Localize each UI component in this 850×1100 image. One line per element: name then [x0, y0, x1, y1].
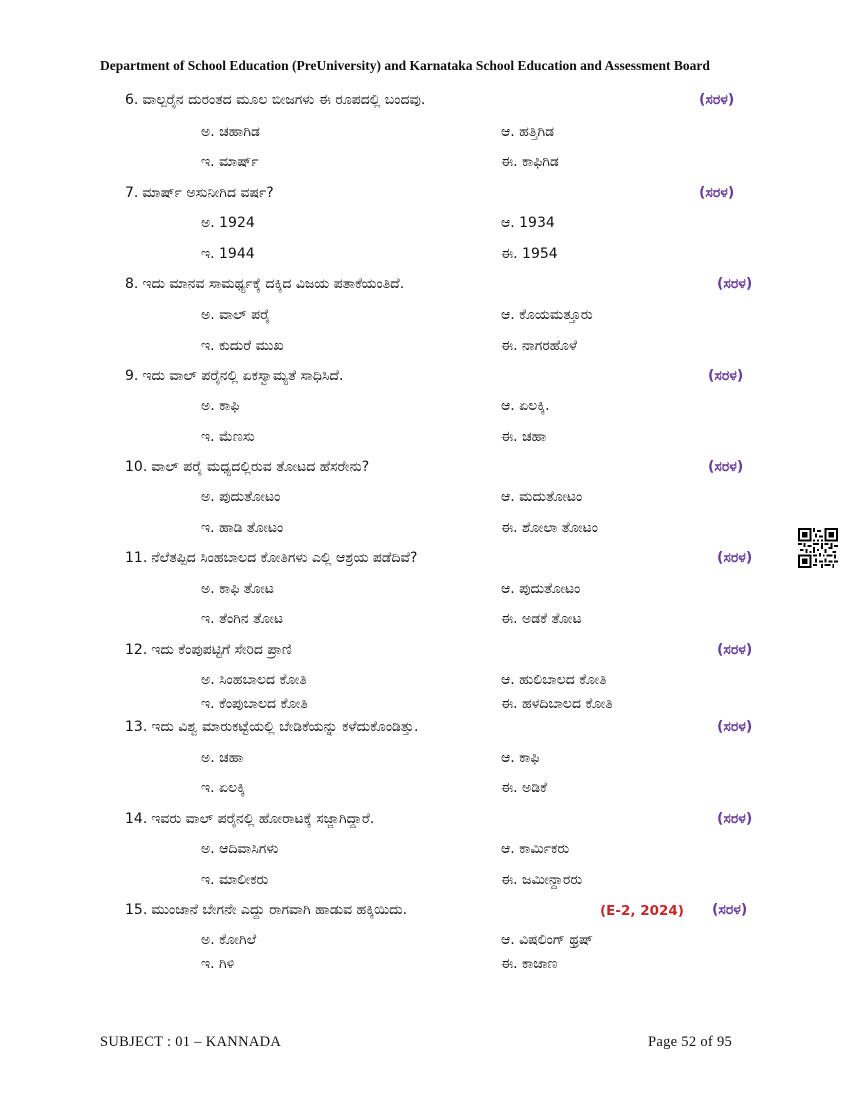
option-a: ಅ. ಕೋಗಿಲೆ: [201, 932, 257, 948]
question-number: 10.: [125, 459, 148, 475]
option-a: ಅ. ಆದಿವಾಸಿಗಳು: [201, 841, 279, 857]
question-text: ನೆಲೆತಪ್ಪಿದ ಸಿಂಹಬಾಲದ ಕೋತಿಗಳು ಎಲ್ಲಿ ಆಶ್ರಯ ಪಡೆದಿವೆ?: [151, 550, 418, 566]
option-b: ಆ. ಹುಲಿಬಾಲದ ಕೋತಿ: [501, 672, 607, 688]
question-number: 7.: [125, 185, 139, 201]
exam-reference: (E-2, 2024): [600, 903, 684, 919]
footer-subject: SUBJECT : 01 – KANNADA: [100, 1034, 282, 1050]
option-b: ಆ. 1934: [501, 215, 555, 231]
question-14: [125, 811, 374, 827]
page-header: Department of School Education (PreUniversity) and Karnataka School Education and Assessment Board: [100, 58, 710, 73]
option-d: ಈ. ಅಡಿಕೆ: [501, 780, 547, 796]
option-b: ಆ. ಕಾರ್ಮಿಕರು: [501, 841, 570, 857]
option-b: ಆ. ಹತ್ತಿಗಿಡ: [501, 124, 555, 140]
option-d: ಈ. ಹಳದಿಬಾಲದ ಕೋತಿ: [501, 696, 613, 712]
question-number: 9.: [125, 368, 139, 384]
question-text: ಇದು ಮಾನವ ಸಾಮರ್ಥ್ಯಕ್ಕೆ ದಕ್ಕಿದ ವಿಜಯ ಪತಾಕೆಯಂತಿದೆ.: [142, 276, 405, 292]
question-text: ಇದು ವಾಲ್ ಪರೈನಲ್ಲಿ ಏಕಸ್ವಾಮ್ಯತೆ ಸಾಧಿಸಿದೆ.: [142, 368, 344, 384]
question-text: ವಾಲ್ಪರೈನ ದುರಂತದ ಮೂಲ ಬೀಜಗಳು ಈ ರೂಪದಲ್ಲಿ ಬಂದವು.: [142, 92, 426, 108]
option-c: ಇ. ಕುದುರೆ ಮುಖ: [201, 338, 284, 354]
option-d: ಈ. ಚಹಾ: [501, 429, 547, 445]
question-text: ಇವರು ವಾಲ್ ಪರೈನಲ್ಲಿ ಹೋರಾಟಕ್ಕೆ ಸಜ್ಜಾಗಿದ್ದಾರೆ.: [151, 811, 375, 827]
option-c: ಇ. ತೆಂಗಿನ ತೋಟ: [201, 611, 284, 627]
option-d: ಈ. ಕಾಫಿಗಿಡ: [501, 154, 559, 170]
option-c: ಇ. 1944: [201, 246, 255, 262]
question-8: [125, 276, 404, 292]
question-12: [125, 642, 292, 658]
question-text: ಮುಂಜಾನೆ ಬೇಗನೇ ಎದ್ದು ರಾಗವಾಗಿ ಹಾಡುವ ಹಕ್ಕಿಯಿದು.: [151, 902, 408, 918]
option-a: ಅ. ಕಾಫಿ ತೋಟ: [201, 581, 274, 597]
option-c: ಇ. ಕೆಂಪುಬಾಲದ ಕೋತಿ: [201, 696, 308, 712]
question-number: 8.: [125, 276, 139, 292]
option-b: ಆ. ಕಾಫಿ: [501, 750, 540, 766]
question-9: [125, 368, 343, 384]
option-a: ಅ. ಚಹಾ: [201, 750, 244, 766]
qr-code-icon: [798, 528, 838, 568]
option-b: ಆ. ಪುದುತೋಟಂ: [501, 581, 581, 597]
question-7: [125, 185, 274, 201]
footer-page-number: Page 52 of 95: [648, 1034, 733, 1050]
difficulty-tag: (ಸರಳ): [717, 550, 753, 566]
difficulty-tag: (ಸರಳ): [717, 719, 753, 735]
difficulty-tag: (ಸರಳ): [717, 642, 753, 658]
question-number: 14.: [125, 811, 148, 827]
difficulty-tag: (ಸರಳ): [717, 276, 753, 292]
question-text: ಇದು ವಿಶ್ವ ಮಾರುಕಟ್ಟೆಯಲ್ಲಿ ಬೇಡಿಕೆಯನ್ನು ಕಳೆದುಕೊಂಡಿತ್ತು.: [151, 719, 419, 735]
option-d: ಈ. ನಾಗರಹೊಳೆ: [501, 338, 578, 354]
option-a: ಅ. ಕಾಫಿ: [201, 398, 240, 414]
option-d: ಈ. ಶೋಲಾ ತೋಟಂ: [501, 520, 599, 536]
question-13: [125, 719, 418, 735]
option-d: ಈ. ಕಾಜಾಣ: [501, 956, 558, 972]
option-a: ಅ. ಸಿಂಹಬಾಲದ ಕೋತಿ: [201, 672, 307, 688]
question-11: [125, 550, 417, 566]
option-b: ಆ. ಏಲಕ್ಕಿ.: [501, 398, 550, 414]
question-number: 15.: [125, 902, 148, 918]
option-a: ಅ. ಪುದುತೋಟಂ: [201, 489, 281, 505]
option-c: ಇ. ಹಾಡಿ ತೋಟಂ: [201, 520, 284, 536]
question-text: ಮಾರ್ಷ್ ಅಸುನೀಗಿದ ವರ್ಷ?: [142, 185, 274, 201]
question-10: [125, 459, 369, 475]
option-b: ಆ. ವಿಷಲಿಂಗ್ ಥ್ರಷ್: [501, 932, 594, 948]
difficulty-tag: (ಸರಳ): [712, 902, 748, 918]
option-c: ಇ. ಗಿಳಿ: [201, 956, 235, 972]
option-a: ಅ. 1924: [201, 215, 255, 231]
question-number: 11.: [125, 550, 148, 566]
option-a: ಅ. ಚಹಾಗಿಡ: [201, 124, 260, 140]
question-number: 6.: [125, 92, 139, 108]
question-text: ಇದು ಕೆಂಪುಪಟ್ಟಿಗೆ ಸೇರಿದ ಪ್ರಾಣಿ: [151, 642, 292, 658]
option-b: ಆ. ಮದುತೋಟಂ: [501, 489, 583, 505]
option-c: ಇ. ಮೆಣಸು: [201, 429, 255, 445]
difficulty-tag: (ಸರಳ): [708, 368, 744, 384]
option-d: ಈ. 1954: [501, 246, 558, 262]
option-a: ಅ. ವಾಲ್ ಪರೈ: [201, 307, 271, 323]
option-d: ಈ. ಜಮೀನ್ದಾರರು: [501, 872, 583, 888]
difficulty-tag: (ಸರಳ): [699, 92, 735, 108]
option-c: ಇ. ಏಲಕ್ಕಿ: [201, 780, 245, 796]
difficulty-tag: (ಸರಳ): [699, 185, 735, 201]
difficulty-tag: (ಸರಳ): [717, 811, 753, 827]
option-d: ಈ. ಅಡಕೆ ತೋಟ: [501, 611, 582, 627]
question-6: [125, 92, 425, 108]
option-c: ಇ. ಮಾಲೀಕರು: [201, 872, 269, 888]
option-b: ಆ. ಕೊಯಮತ್ತೂರು: [501, 307, 593, 323]
question-text: ವಾಲ್ ಪರೈ ಮಧ್ಯದಲ್ಲಿರುವ ತೋಟದ ಹೆಸರೇನು?: [151, 459, 370, 475]
option-c: ಇ. ಮಾರ್ಷ್: [201, 154, 259, 170]
difficulty-tag: (ಸರಳ): [708, 459, 744, 475]
question-15: [125, 902, 407, 918]
question-number: 12.: [125, 642, 148, 658]
question-number: 13.: [125, 719, 148, 735]
